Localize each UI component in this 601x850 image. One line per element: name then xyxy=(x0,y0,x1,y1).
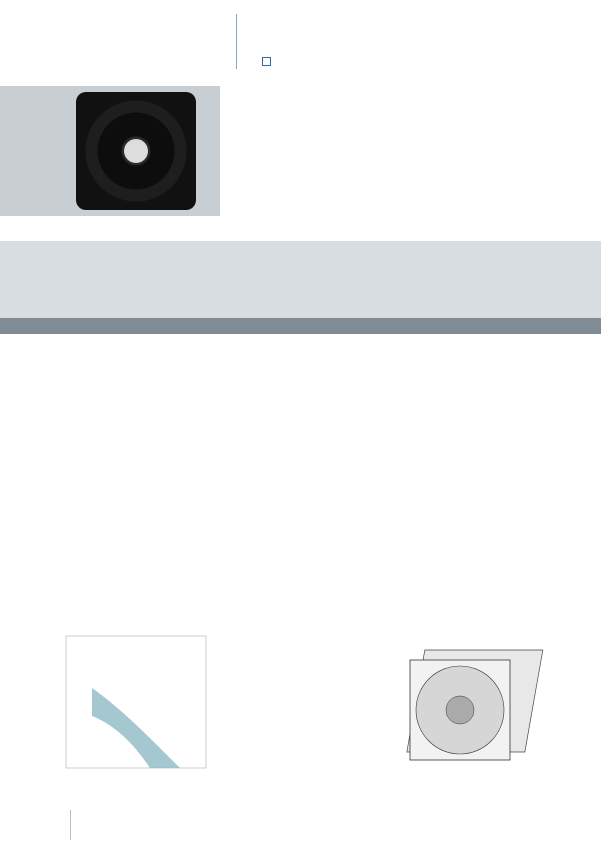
square-icon xyxy=(262,57,271,66)
size-subtitle xyxy=(262,57,275,68)
footer-divider xyxy=(70,810,71,840)
table-units-bar xyxy=(0,318,601,334)
fan-hub xyxy=(124,139,148,163)
fan-image xyxy=(76,92,196,210)
fan-hub-drawing xyxy=(446,696,474,724)
table-header xyxy=(0,241,601,318)
dimension-drawing xyxy=(370,632,570,782)
performance-chart xyxy=(30,628,220,798)
header-divider xyxy=(236,14,237,69)
